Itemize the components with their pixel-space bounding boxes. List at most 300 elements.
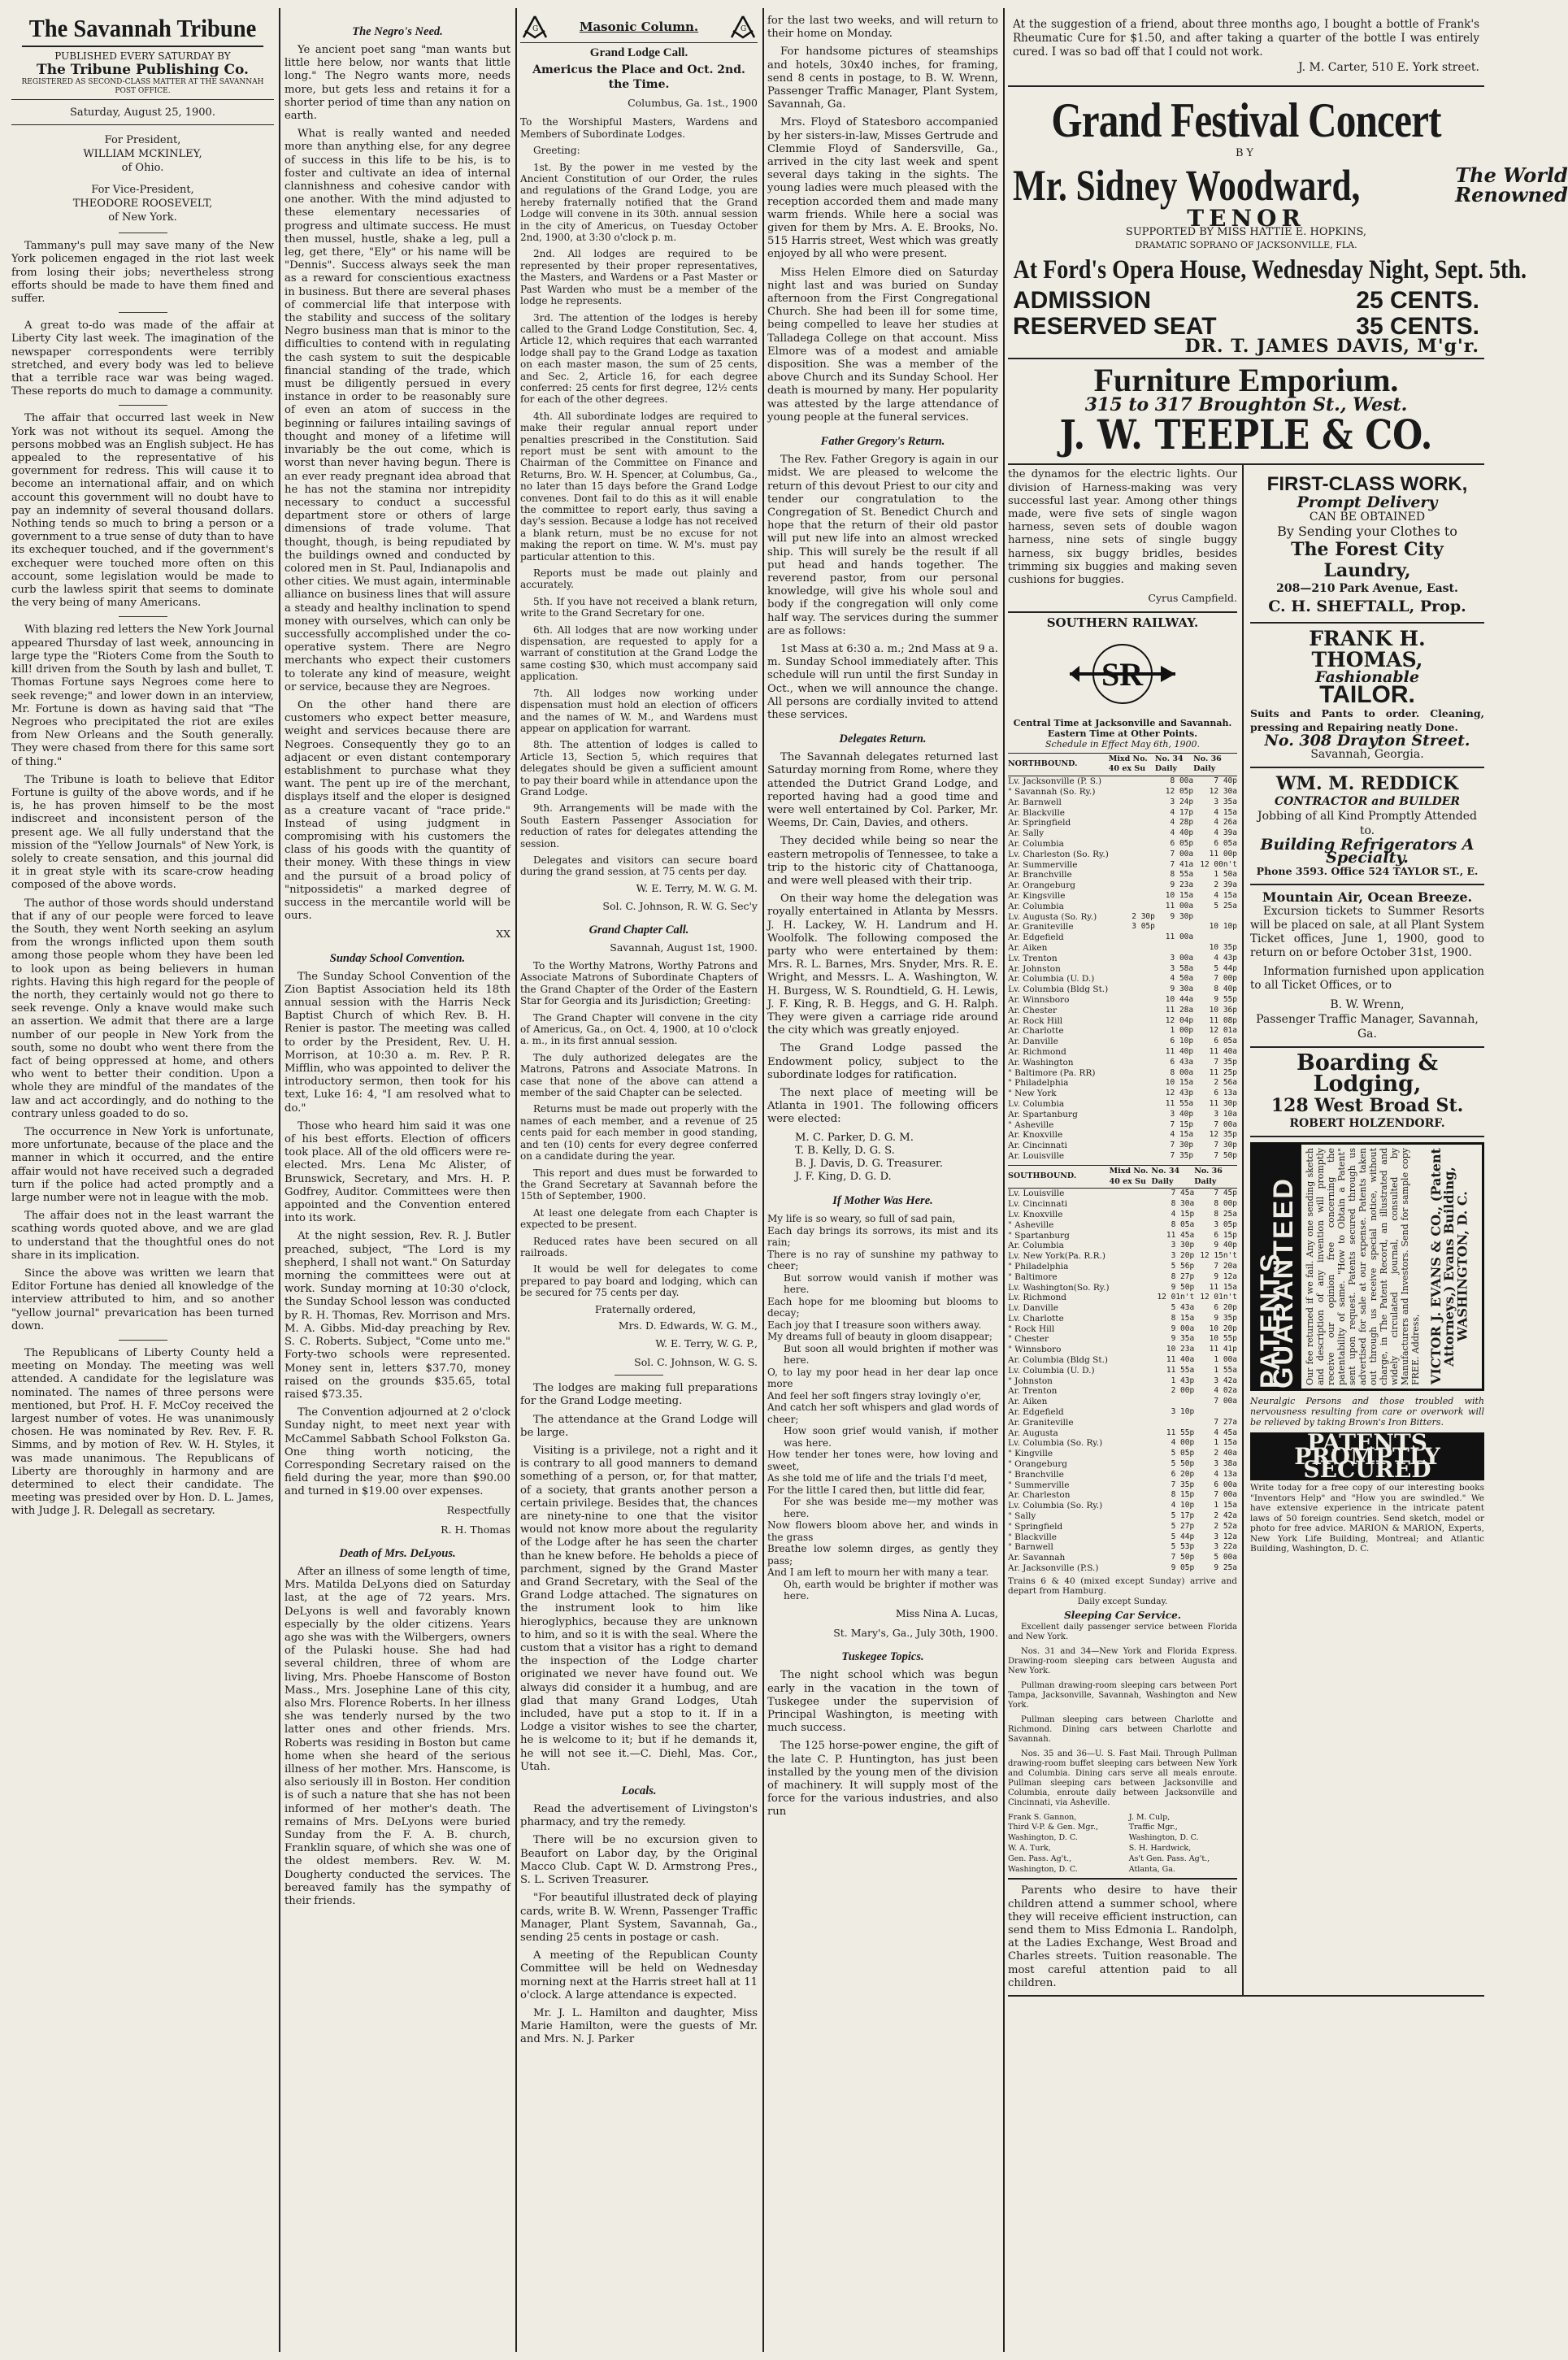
- train-time: 11 40a: [1166, 1355, 1195, 1365]
- train-time: 11 55p: [1166, 1428, 1195, 1437]
- neuralgic-ad: Neuralgic Persons and those troubled with nervousness resulting from care or overwork will be relieved by taking Brown's Iron Bitters.: [1250, 1396, 1484, 1428]
- station-name: Ar. Summerville: [1008, 859, 1078, 870]
- station-name: Ar. Cincinnati: [1008, 1141, 1067, 1151]
- train-time: 12 04p: [1165, 1015, 1194, 1025]
- officer-cell: Washington, D. C.: [1008, 1864, 1078, 1874]
- divider: [119, 1340, 167, 1341]
- masonic-column-title: Masonic Column.: [579, 19, 699, 34]
- call-paragraph: 3rd. The attention of the lodges is hereby called to the Grand Lodge Constitution, Sec. 4, Article 12, which requires that each warranted lodge shall pay to the Grand Lodge as taxation on each master mason, the sum of 25 cents, and Sec. 2, Article 16, for each degree conferred: 25 cents for first degree, 12½ cents for each of the other degrees.: [520, 311, 758, 406]
- admission-row: [1013, 288, 1479, 314]
- mountain-air-agent: B. W. Wrenn,: [1330, 998, 1405, 1012]
- timetable-row: [1008, 995, 1237, 1006]
- timetable-header: No. 36 Daily: [1193, 753, 1237, 776]
- train-time: 8 27p: [1171, 1271, 1195, 1281]
- train-time: 1 00a: [1214, 1355, 1237, 1365]
- column-rule: [762, 8, 764, 2352]
- article-paragraph: Those who heard him said it was one of his best efforts. Election of officers took place. All of the old officers were re-elected. Mrs. Lena Mc Alister, of Brunswick, Secretary, and Mrs. H. P. Godfrey, Auditor. Committees were then appointed and the Convention entered into its work.: [284, 1119, 510, 1225]
- train-time: [1109, 870, 1155, 880]
- poem-line: Each hope for me blooming but blooms to decay;: [767, 1295, 998, 1319]
- train-time: [1109, 964, 1155, 975]
- poem-line: And catch her soft whispers and glad words of cheer;: [767, 1402, 998, 1425]
- sleeping-car-service: [1008, 1623, 1237, 1808]
- train-time: 6 43a: [1170, 1057, 1194, 1067]
- train-time: 3 20p: [1171, 1251, 1195, 1261]
- article-paragraph: The Convention adjourned at 2 o'clock Sunday night, to meet next year with McCammel Sabbath School Folkston Ga. One thing worth noticing, the Corresponding Secretary raised on the field during the year, more than $90.00 and turned in $19.00 over expenses.: [284, 1406, 510, 1498]
- timetable-row: [1008, 1438, 1237, 1449]
- train-time: [1110, 1480, 1152, 1491]
- sleeping-car-item: Pullman drawing-room sleeping cars between Port Tampa, Jacksonville, Savannah, Washington and New York.: [1008, 1680, 1237, 1710]
- train-time: [1110, 1397, 1152, 1407]
- article-signature: Respectfully: [446, 1503, 510, 1516]
- lower-right: [1244, 465, 1484, 1995]
- station-name: " Baltimore: [1008, 1271, 1058, 1282]
- train-time: 4 10p: [1171, 1501, 1195, 1510]
- laundry-address: 208—210 Park Avenue, East.: [1276, 581, 1458, 595]
- train-time: [1110, 1262, 1152, 1272]
- timetable-row: [1008, 1251, 1237, 1262]
- train-time: 8 25a: [1214, 1209, 1237, 1219]
- station-name: Ar. Orangeburg: [1008, 880, 1075, 891]
- train-time: 5 25a: [1214, 901, 1237, 911]
- railway-note: Daily except Sunday.: [1077, 1596, 1168, 1606]
- article-heading: Sunday School Convention.: [329, 951, 466, 965]
- train-time: 9 35p: [1214, 1313, 1237, 1323]
- station-name: Lv. New York(Pa. R.R.): [1008, 1251, 1105, 1262]
- poem-line: And feel her soft fingers stray lovingly o'er,: [767, 1389, 982, 1402]
- timetable-row: [1008, 1470, 1237, 1480]
- poem-line: For the little I cared then, but little did fear,: [767, 1484, 985, 1496]
- station-name: Ar. Aiken: [1008, 943, 1048, 953]
- poem-line: O, to lay my poor head in her dear lap once more: [767, 1366, 998, 1390]
- train-time: [1109, 1130, 1155, 1141]
- concert-by: BY: [1236, 147, 1257, 160]
- train-time: 11 25p: [1209, 1067, 1237, 1077]
- train-time: 5 27p: [1171, 1521, 1195, 1531]
- train-time: [1109, 818, 1155, 828]
- train-time: [1110, 1334, 1152, 1345]
- train-time: 3 35a: [1214, 797, 1237, 806]
- train-time: [1110, 1511, 1152, 1522]
- article-heading: The Negro's Need.: [352, 25, 443, 38]
- train-time: 4 39a: [1214, 828, 1237, 838]
- train-time: 9 05p: [1171, 1563, 1195, 1573]
- officer-row: [1008, 1833, 1237, 1844]
- furniture-address: 315 to 317 Broughton St., West.: [1084, 394, 1408, 416]
- timetable-row: [1008, 1016, 1237, 1027]
- signature: Sol. C. Johnson, W. G. S.: [634, 1355, 758, 1368]
- train-time: [1109, 995, 1155, 1006]
- train-time: 9 12a: [1214, 1271, 1237, 1281]
- train-time: 4 17p: [1170, 807, 1194, 817]
- train-time: 7 35p: [1171, 1480, 1195, 1489]
- concert-manager: DR. T. JAMES DAVIS, M'g'r.: [1184, 336, 1479, 358]
- station-name: Ar. Danville: [1008, 1037, 1058, 1047]
- poem-line: There is no ray of sunshine my pathway to cheer;: [767, 1248, 998, 1272]
- station-name: Lv. Columbia (Bldg St.): [1008, 984, 1109, 995]
- soprano-note: DRAMATIC SOPRANO OF JACKSONVILLE, FLA.: [1135, 239, 1357, 250]
- column-rule: [515, 8, 517, 2352]
- tailor-address: No. 308 Drayton Street.: [1264, 731, 1470, 750]
- laundry-line: CAN BE OBTAINED: [1309, 510, 1426, 524]
- tailor-city: Savannah, Georgia.: [1310, 748, 1424, 762]
- train-time: [1109, 850, 1155, 860]
- world-renowned: The World Renowned: [1455, 163, 1568, 207]
- station-name: Ar. Spartanburg: [1008, 1109, 1078, 1119]
- station-name: " Springfield: [1008, 1521, 1063, 1532]
- officer-row: [1008, 1813, 1237, 1823]
- train-time: 4 28p: [1170, 818, 1194, 828]
- timetable-row: [1008, 1345, 1237, 1355]
- dateline: Savannah, August 1st, 1900.: [610, 941, 758, 954]
- vp-name: THEODORE ROOSEVELT,: [72, 198, 213, 211]
- station-name: Ar. Louisville: [1008, 1150, 1065, 1161]
- officer-cell: Frank S. Gannon,: [1008, 1812, 1077, 1822]
- train-time: 12 05p: [1165, 787, 1194, 797]
- train-time: 10 35p: [1209, 943, 1237, 952]
- timetable-row: [1008, 1303, 1237, 1314]
- train-time: 7 40p: [1214, 776, 1237, 786]
- square-compass-icon: [520, 15, 549, 39]
- tailor-ad: [1250, 624, 1484, 768]
- divider: [119, 405, 167, 406]
- article-heading: Death of Mrs. DeLyous.: [339, 1546, 456, 1560]
- call-paragraph: It would be well for delegates to come prepared to pay board and lodging, which can be secured for 75 cents per day.: [520, 1263, 758, 1299]
- train-time: 10 23a: [1166, 1345, 1195, 1354]
- patents-band-text: PATENTS GUARANTEED: [1254, 1177, 1299, 1389]
- train-time: [1110, 1542, 1152, 1553]
- station-name: Ar. Kingsville: [1008, 891, 1066, 902]
- train-time: 3 38a: [1214, 1459, 1237, 1469]
- train-time: 8 55a: [1170, 870, 1194, 880]
- timetable-row: [1008, 870, 1237, 880]
- train-time: [1109, 880, 1155, 891]
- train-time: 5 05p: [1171, 1449, 1195, 1458]
- station-name: Ar. Charleston: [1008, 1490, 1071, 1501]
- timetable-row: [1008, 1110, 1237, 1120]
- timetable-row: [1008, 1355, 1237, 1366]
- poem-line: How soon grief would vanish, if mother was here.: [784, 1425, 998, 1449]
- patents-band: [1253, 1145, 1301, 1389]
- contractor-jobbing: Jobbing of all Kind Promptly Attended to.: [1257, 810, 1477, 838]
- train-time: [1151, 1418, 1194, 1428]
- timetable-row: [1008, 818, 1237, 828]
- train-time: 3 10a: [1214, 1109, 1237, 1119]
- train-time: 9 00a: [1171, 1323, 1195, 1333]
- train-time: 12 15n't: [1200, 1251, 1237, 1261]
- local-item: "For beautiful illustrated deck of playing cards, write B. W. Wrenn, Passenger Traffic Manager, Plant System, Savannah, Ga., sending 25 cents in postage or cash.: [520, 1892, 758, 1944]
- station-name: " Winnsboro: [1008, 1345, 1062, 1355]
- timetable-row: [1008, 1449, 1237, 1459]
- train-time: 11 55a: [1166, 1365, 1195, 1375]
- signature: W. E. Terry, W. G. P.,: [655, 1337, 758, 1350]
- train-time: [1109, 1120, 1155, 1131]
- patents-text: Our fee returned if we fail. Any one sending sketch and description of any invention will promptly receive our opinion free concerning the patentability of same. "How to Obtain a Patent" sent upon request. Patents secured through us advertised for sale at our expense. Patents taken out through us receive special notice, without charge, in The Patent Record, an illustrated and widely circulated journal, consulted by Manufacturers and Investors. Send for sample copy FREE. Address,: [1305, 1148, 1421, 1386]
- station-name: Lv. Columbia (U. D.): [1008, 1365, 1095, 1376]
- station-name: Ar. Barnwell: [1008, 797, 1062, 807]
- train-time: 10 55p: [1209, 1334, 1237, 1344]
- train-time: 8 00a: [1170, 776, 1194, 786]
- train-time: 9 55p: [1214, 994, 1237, 1004]
- train-time: 10 15a: [1165, 1078, 1194, 1088]
- train-time: 3 12a: [1214, 1532, 1237, 1541]
- train-time: 9 40p: [1214, 1241, 1237, 1250]
- editorial-paragraph: A great to-do was made of the affair at Liberty City last week. The imagination of the newspaper correspondents were terribly stretched, and every body was led to believe that a terrible race war was being waged. These reports do much to damage a community.: [11, 319, 274, 398]
- officer: B. J. Davis, D. G. Treasurer.: [795, 1158, 944, 1171]
- timetable-row: [1008, 1293, 1237, 1303]
- call-paragraph: 2nd. All lodges are required to be represented by their proper representatives, the Masters, and Wardens or a Past Master or Past Warden who must be a member of the lodge he represents.: [520, 248, 758, 307]
- article-paragraph: The lodges are making full preparations for the Grand Lodge meeting.: [520, 1382, 758, 1408]
- train-time: 11 55a: [1165, 1098, 1194, 1108]
- svg-text:G: G: [741, 25, 747, 33]
- officer: T. B. Kelly, D. G. S.: [795, 1144, 895, 1157]
- column-4: [767, 15, 998, 2352]
- officer-cell: Atlanta, Ga.: [1128, 1864, 1175, 1874]
- admission-price: 25 CENTS.: [1356, 287, 1479, 315]
- timetable-row: [1008, 1210, 1237, 1220]
- timetable-row: [1008, 1511, 1237, 1522]
- station-name: " Philadelphia: [1008, 1078, 1069, 1089]
- editorial-paragraph: The Tribune is loath to believe that Editor Fortune is guilty of the above words, and if he is, he has proven himself to be the most indiscreet and inconsistent person of the present age. We all fully understand that the mission of the "Yellow Journals" of New York, is solely to create sensation, and this journal did it in great style with its scare-crow heading composed of the above words.: [11, 773, 274, 892]
- sr-logo-text: SR: [1101, 655, 1144, 693]
- train-time: 12 01a: [1209, 1026, 1237, 1036]
- station-name: Lv. Knoxville: [1008, 1209, 1063, 1219]
- train-time: 4 50a: [1170, 974, 1194, 984]
- train-time: 2 39a: [1214, 880, 1237, 890]
- station-name: Lv. Charlotte: [1008, 1313, 1064, 1323]
- train-time: 12 01n't: [1200, 1293, 1237, 1302]
- train-time: 7 35p: [1214, 1057, 1237, 1067]
- article-paragraph: At the night session, Rev. R. J. Butler preached, subject, "The Lord is my shepherd, I shall not want." On Saturday morning the committees were out at work. Sunday morning at 10:30 o'clock, the Sunday School lesson was conducted by R. H. Thomas, Rev. Morrison and Mrs. M. A. Gibbs. Mid-day preaching by Rev. S. C. Roberts. Subject, "Come unto me." Forty-two schools were represented. Money sent in, letters $37.70, money raised on the grounds $35.65, total raised $73.35.: [284, 1230, 510, 1401]
- train-time: 5 00a: [1214, 1553, 1237, 1562]
- station-name: Ar. Edgefield: [1008, 932, 1064, 943]
- train-time: 9 30p: [1170, 911, 1194, 921]
- train-time: 5 44p: [1214, 963, 1237, 973]
- timetable-row: [1008, 1058, 1237, 1068]
- train-time: 4 40p: [1170, 828, 1194, 838]
- call-paragraph: Returns must be made out properly with the names of each member, and a revenue of 25 cents paid for each member in good standing, and ten (10) cents for every degree conferred on a candidate during the year.: [520, 1103, 758, 1163]
- boarding-address: 128 West Broad St.: [1270, 1095, 1464, 1117]
- station-name: Ar. Columbia (U. D.): [1008, 974, 1095, 984]
- timetable-header: No. 34 Daily: [1155, 753, 1193, 776]
- masonic-banner: [520, 15, 758, 43]
- train-time: 7 00a: [1214, 1490, 1237, 1500]
- timetable-row: [1008, 1262, 1237, 1272]
- timetable-row: [1008, 1047, 1237, 1058]
- station-name: Ar. Columbia: [1008, 901, 1064, 911]
- local-item: for the last two weeks, and will return to their home on Monday.: [767, 15, 998, 41]
- article-subheading: Americus the Place and Oct. 2nd. the Time.: [532, 63, 745, 92]
- article-heading: If Mother Was Here.: [832, 1194, 933, 1208]
- timetable-row: [1008, 1407, 1237, 1418]
- train-time: 11 40p: [1165, 1046, 1194, 1056]
- call-paragraph: Fraternally ordered,: [594, 1303, 697, 1315]
- train-time: [1110, 1553, 1152, 1563]
- train-time: 5 53p: [1171, 1542, 1195, 1552]
- poem-line: My dreams full of beauty in gloom disappear;: [767, 1331, 992, 1343]
- station-name: Lv. Danville: [1008, 1303, 1058, 1314]
- train-time: [1110, 1272, 1152, 1283]
- train-time: 5 44p: [1171, 1532, 1195, 1541]
- officer-cell: S. H. Hardwick,: [1128, 1843, 1192, 1853]
- signature: Sol. C. Johnson, R. W. G. Sec'y: [602, 900, 758, 913]
- officer: J. F. King, D. G. D.: [795, 1171, 892, 1184]
- poem-line: And I am left to mourn her with many a tear.: [767, 1567, 989, 1579]
- lower-left: [1008, 465, 1244, 1995]
- timetable-row: [1008, 1501, 1237, 1511]
- local-item: Read the advertisement of Livingston's pharmacy, and try the remedy.: [520, 1803, 758, 1829]
- station-name: Ar. Trenton: [1008, 1386, 1058, 1397]
- train-time: 1 00p: [1170, 1026, 1194, 1036]
- train-time: 10 15a: [1165, 891, 1194, 901]
- northbound-timetable: [1008, 753, 1237, 1162]
- train-time: 12 00n't: [1200, 859, 1237, 869]
- timetable-header: Mixd No. 40 ex Su: [1110, 1165, 1152, 1189]
- local-item: There will be no excursion given to Beaufort on Labor day, by the Original Macco Club. Capt W. D. Armstrong Pres., S. L. Scriven Treasurer.: [520, 1834, 758, 1887]
- station-name: Ar. Richmond: [1008, 1046, 1066, 1057]
- article-paragraph: The attendance at the Grand Lodge will be large.: [520, 1413, 758, 1439]
- train-time: [1110, 1522, 1152, 1532]
- train-time: 2 40a: [1214, 1449, 1237, 1458]
- station-name: " Spartanburg: [1008, 1230, 1070, 1241]
- train-time: 8 00p: [1214, 1199, 1237, 1209]
- franks-rheumatic-cure-ad: [1008, 15, 1484, 87]
- station-name: Lv. Washington(So. Ry.): [1008, 1282, 1110, 1293]
- station-name: Ar. Aiken: [1008, 1397, 1048, 1407]
- station-name: Lv. Charleston (So. Ry.): [1008, 849, 1109, 859]
- timetable-row: [1008, 1428, 1237, 1439]
- train-time: [1110, 1501, 1152, 1511]
- timetable-row: [1008, 1099, 1237, 1110]
- timetable-row: [1008, 1553, 1237, 1563]
- divider: [119, 616, 167, 617]
- president-nomination: [11, 133, 274, 175]
- article-signature: R. H. Thomas: [441, 1523, 510, 1536]
- timetable-row: [1008, 1334, 1237, 1345]
- timetable-row: [1008, 1130, 1237, 1141]
- train-time: 11 45a: [1166, 1230, 1195, 1240]
- timetable-row: [1008, 776, 1237, 787]
- timetable-row: [1008, 1490, 1237, 1501]
- contractor-title: CONTRACTOR and BUILDER: [1274, 795, 1461, 809]
- train-time: 8 15a: [1171, 1313, 1195, 1323]
- timetable-header: No. 34 Daily: [1151, 1165, 1194, 1189]
- station-name: Lv. Columbia (So. Ry.): [1008, 1501, 1103, 1511]
- column-3: [520, 15, 758, 2352]
- president-name: WILLIAM MCKINLEY,: [83, 148, 202, 161]
- timetable-row: [1008, 1542, 1237, 1553]
- station-name: " Sally: [1008, 1511, 1036, 1522]
- train-time: [1109, 1047, 1155, 1058]
- train-time: 6 20p: [1171, 1469, 1195, 1479]
- train-time: [1109, 984, 1155, 995]
- laundry-delivery: Prompt Delivery: [1297, 493, 1438, 512]
- train-time: 1 15a: [1214, 1501, 1237, 1510]
- poem-line: My life is so weary, so full of sad pain,: [767, 1213, 956, 1225]
- station-name: " Baltimore (Pa. RR): [1008, 1067, 1096, 1078]
- train-time: 10 10p: [1209, 922, 1237, 932]
- train-time: [1110, 1231, 1152, 1241]
- boarding-ad: [1250, 1048, 1484, 1137]
- timetable-row: [1008, 1026, 1237, 1037]
- article-heading: Tuskegee Topics.: [841, 1650, 924, 1664]
- article-paragraph: What is really wanted and needed more than anything else, for any degree of success in this life to be his, is to foster and cultivate an idea of internal clannishness and cohesive candor with one another. With the mind adjusted to these elementary necessaries of progress and ultimate success. He must then mussel, hustle, shake a leg, pull a leg, get there, "Ely" or his name will be "Dennis". Success always seek the man as a reward for conscientious exactness in business. But there are several phases of commercial life that interpose with the stability and success of the solitary Negro business man that is minor to the difficulties to contend with in regulating the cash system to suit the despicable financial standing of the trade, which must be diligently persued in every instance in order to be reasonably sure of even an atom of success in the beginning or failures intailing savings of thought and money of a lifetime will invariably be the out come, which is worst than never having begun. There is an ever ready pregnant idea abroad that he has not the stamina nor intrepidity necessary to conduct a successful department store or others of large dimensions of trade volume. That thought, though, is being repudiated by the buildings owned and conducted by colored men in St. Paul, Indianapolis and other cities. We must again, interminable alliance on business lines that will assure a steady and healthy inclination to spend money with ourselves, which can only be successfully accomplished under the co-operative system. There are Negro merchants who expect their customers to tolerate any kind of measure, weight or service, because they are Negroes.: [284, 128, 510, 693]
- call-paragraph: 8th. The attention of lodges is called to Article 13, Section 5, which requires that delegates should be given a sufficient amount to pay their board while in attendance upon the Grand Lodge.: [520, 739, 758, 798]
- vp-state: of New York.: [108, 211, 177, 224]
- station-name: " Kingville: [1008, 1449, 1053, 1459]
- train-time: 4 00p: [1171, 1438, 1195, 1448]
- timetable-row: [1008, 798, 1237, 808]
- train-time: 2 52a: [1214, 1521, 1237, 1531]
- poem-line: But sorrow would vanish if mother was here.: [784, 1271, 998, 1296]
- article-heading: Locals.: [621, 1784, 657, 1798]
- train-time: [1110, 1438, 1152, 1449]
- dateline: Columbus, Ga. 1st., 1900: [628, 97, 758, 110]
- tailor-services: Suits and Pants to order. Cleaning, pressing and Repairing neatly Done.: [1250, 706, 1484, 733]
- station-name: " Johnston: [1008, 1376, 1053, 1386]
- boarding-title: Boarding & Lodging,: [1297, 1050, 1438, 1097]
- station-name: Ar. Charlotte: [1008, 1026, 1064, 1037]
- timetable-row: [1008, 1314, 1237, 1324]
- train-time: 4 15a: [1214, 891, 1237, 901]
- laundry-ad: [1250, 468, 1484, 623]
- editorial-paragraph: The occurrence in New York is unfortunate, more unfortunate, because of the place and the manner in which it occurred, and the entire affair would not have received such a degraded turn if the police had acted promptly and a large number were not in league with the mob.: [11, 1126, 274, 1205]
- station-name: " Philadelphia: [1008, 1261, 1069, 1271]
- timetable-row: [1008, 787, 1237, 798]
- train-time: 2 42a: [1214, 1511, 1237, 1521]
- train-time: 6 20p: [1214, 1303, 1237, 1313]
- train-time: [1109, 1026, 1155, 1037]
- timetable-row: [1008, 828, 1237, 839]
- train-time: [1110, 1428, 1152, 1439]
- article-paragraph: Ye ancient poet sang "man wants but little here below, nor wants that little long." The Negro wants more, needs more, but gets less and retains it for a shorter period of time than any nation on earth.: [284, 44, 510, 123]
- sleeping-car-item: Nos. 31 and 34—New York and Florida Express. Drawing-room sleeping cars between Augusta and New York.: [1008, 1646, 1237, 1675]
- station-name: Ar. Graniteville: [1008, 1417, 1074, 1428]
- officers-list: [767, 1132, 998, 1184]
- station-name: Ar. Blackville: [1008, 807, 1065, 818]
- local-item: Miss Helen Elmore died on Saturday night last and was buried on Sunday afternoon from the First Congregational Church. She had been ill for some time, being compelled to leave her studies at Talladega College on that account. Miss Elmore was of a modest and amiable disposition. She was a member of the above Church and its Sunday School. Her death is mourned by many. Her popularity was attested by the large attendance of young people at the funeral services.: [767, 266, 998, 424]
- train-time: 1 55a: [1214, 1365, 1237, 1375]
- divider: [615, 1375, 663, 1376]
- train-time: [1109, 932, 1155, 943]
- sleeping-car-item: Nos. 35 and 36—U. S. Fast Mail. Through Pullman drawing-room buffet sleeping cars between New York and Columbia. Dining cars serve all meals enroute. Pullman sleeping cars between Jacksonville and Columbia, enroute daily between Jacksonville and Cincinnati, via Asheville.: [1008, 1749, 1237, 1807]
- article-paragraph: The 125 horse-power engine, the gift of the late C. P. Huntington, has just been installed by the young men of the division of machinery. It will supply most of the force for the various industries, and also run: [767, 1740, 998, 1819]
- train-time: [1155, 943, 1193, 954]
- station-name: Ar. Augusta: [1008, 1428, 1058, 1438]
- train-time: 5 17p: [1171, 1511, 1195, 1521]
- call-paragraph: 5th. If you have not received a blank return, write to the Grand Secretary for one.: [520, 595, 758, 619]
- column-2: [284, 15, 510, 2352]
- timetable-row: [1008, 1418, 1237, 1428]
- laundry-headline: FIRST-CLASS WORK,: [1266, 473, 1468, 496]
- train-time: 8 00a: [1170, 1067, 1194, 1077]
- station-name: Lv. Columbia: [1008, 1098, 1065, 1109]
- patents-secured-text: Write today for a free copy of our interesting books "Inventors Help" and "How you are swindled." We have extensive experience in the intricate patent laws of 50 foreign countries. Send sketch, model or photo for free advice. MARION & MARION, Experts, New York Life Building, Montreal; and Atlantic Building, Washington, D. C.: [1250, 1483, 1484, 1554]
- station-name: Ar. Columbia (Bldg St.): [1008, 1355, 1109, 1366]
- testimonial-text: At the suggestion of a friend, about three months ago, I bought a bottle of Frank's Rheumatic Cure for $1.50, and after taking a quarter of the bottle I was entirely cured. I was so bad off that I could not work.: [1013, 18, 1479, 59]
- contractor-phone: Phone 3593. Office 524 TAYLOR ST., E.: [1256, 865, 1479, 878]
- station-name: Ar. Graniteville: [1008, 922, 1074, 932]
- admission-label: ADMISSION: [1013, 287, 1152, 315]
- testimonial-signature: J. M. Carter, 510 E. York street.: [1298, 61, 1479, 74]
- train-time: [1110, 1563, 1152, 1574]
- mountain-air-text: Excursion tickets to Summer Resorts will be placed on sale, at all Plant System Ticket offices, June 1, 1900, good to return on or before October 31st, 1900.: [1250, 905, 1484, 960]
- editorial-paragraph: With blazing red letters the New York Journal appeared Thursday of last week, announcing in large type the "Rioters Come from the South to kill! driven from the South by lash and bullet, T. Thomas Fortune says Negroes come here to seek revenge;" and lower down in an interview, Mr. Fortune is down as having said that "The Negroes who precipitated the riot are exiles from New Orleans and the South generally. They were chased from there for this same sort of thing.": [11, 624, 274, 768]
- officer-cell: Traffic Mgr.,: [1128, 1823, 1178, 1832]
- poem-author: Miss Nina A. Lucas,: [895, 1606, 998, 1619]
- timetable-row: [1008, 1522, 1237, 1532]
- local-item: Mrs. Floyd of Statesboro accompanied by her sisters-in-law, Misses Gertrude and Clemmie Floyd of Sandersville, Ga., arrived in the city last week and spent several days taking in the sights. The young ladies were much pleased with the reception accorded them and made many warm friends. While here a social was given for them by Mrs. A. E. Brooks, No. 515 Harris street, West which was greatly enjoyed by all who were present.: [767, 116, 998, 261]
- train-time: [1110, 1199, 1152, 1210]
